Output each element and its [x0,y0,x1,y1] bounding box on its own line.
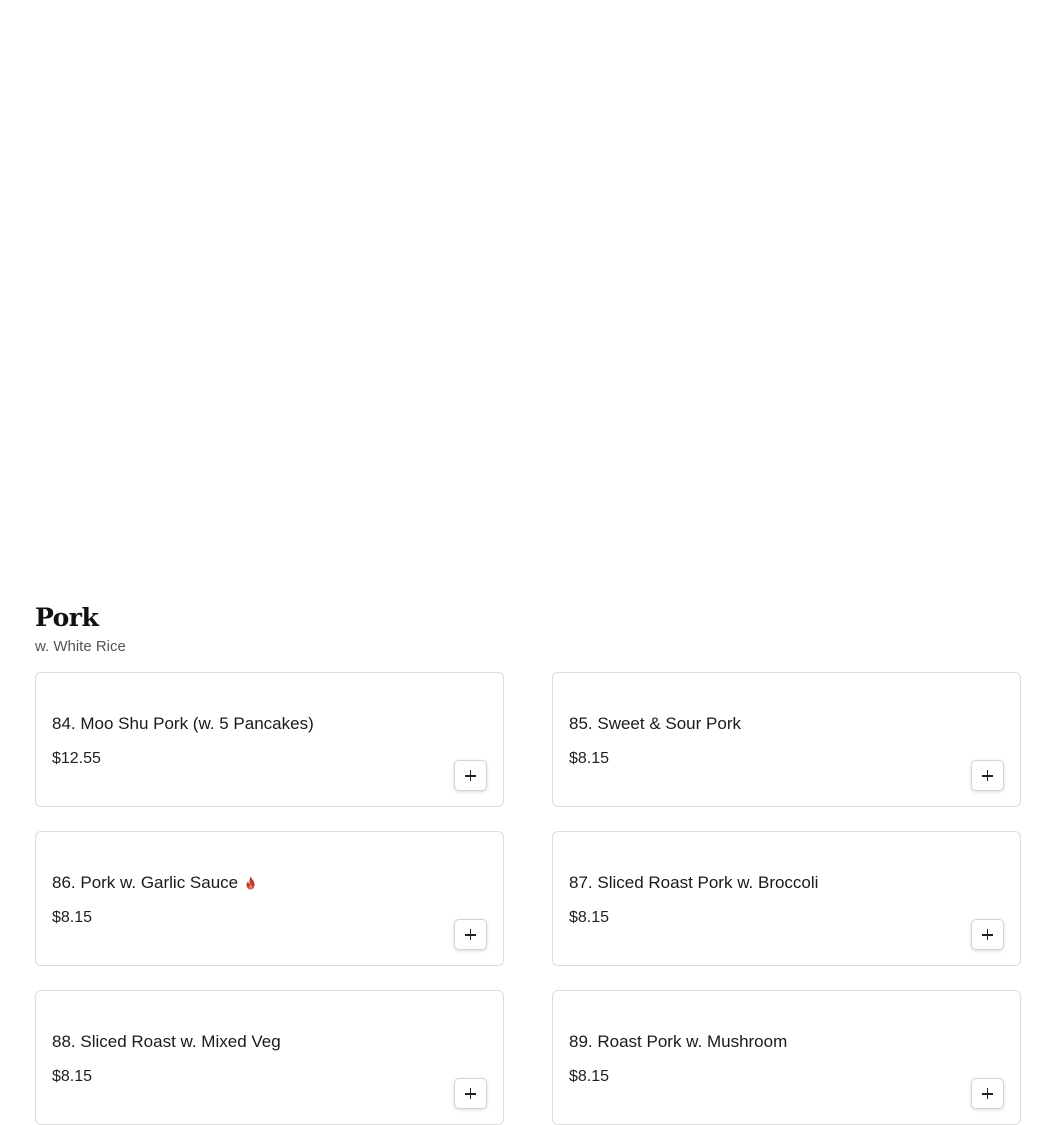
menu-item-card[interactable] [35,990,504,1125]
add-item-button[interactable] [454,1078,487,1109]
item-name: 87. Sliced Roast Pork w. Broccoli [569,873,819,892]
plus-icon [982,1088,993,1099]
item-price: $8.15 [569,909,610,926]
plus-icon [465,1088,476,1099]
item-name: 88. Sliced Roast w. Mixed Veg [52,1032,281,1051]
menu-item-card[interactable] [552,672,1021,807]
item-price: $8.15 [569,1068,610,1085]
item-price: $8.15 [52,909,93,926]
item-name: 84. Moo Shu Pork (w. 5 Pancakes) [52,714,314,733]
item-price: $8.15 [569,750,610,767]
section-subtitle: w. White Rice [35,638,126,655]
plus-icon [465,929,476,940]
item-name: 86. Pork w. Garlic Sauce [52,873,257,893]
menu-item-card[interactable] [552,831,1021,966]
menu-items-grid [35,672,1021,1125]
section-title: Pork [35,603,99,632]
plus-icon [982,929,993,940]
add-item-button[interactable] [454,919,487,950]
menu-item-card[interactable] [35,831,504,966]
plus-icon [982,770,993,781]
item-price: $8.15 [52,1068,93,1085]
plus-icon [465,770,476,781]
add-item-button[interactable] [971,1078,1004,1109]
menu-item-card[interactable] [35,672,504,807]
add-item-button[interactable] [971,760,1004,791]
menu-section-pork [35,603,1021,1085]
item-name: 89. Roast Pork w. Mushroom [569,1032,788,1051]
add-item-button[interactable] [971,919,1004,950]
item-price: $12.55 [52,750,101,767]
add-item-button[interactable] [454,760,487,791]
item-name: 85. Sweet & Sour Pork [569,714,741,733]
flame-icon [244,876,257,890]
menu-item-card[interactable] [552,990,1021,1125]
